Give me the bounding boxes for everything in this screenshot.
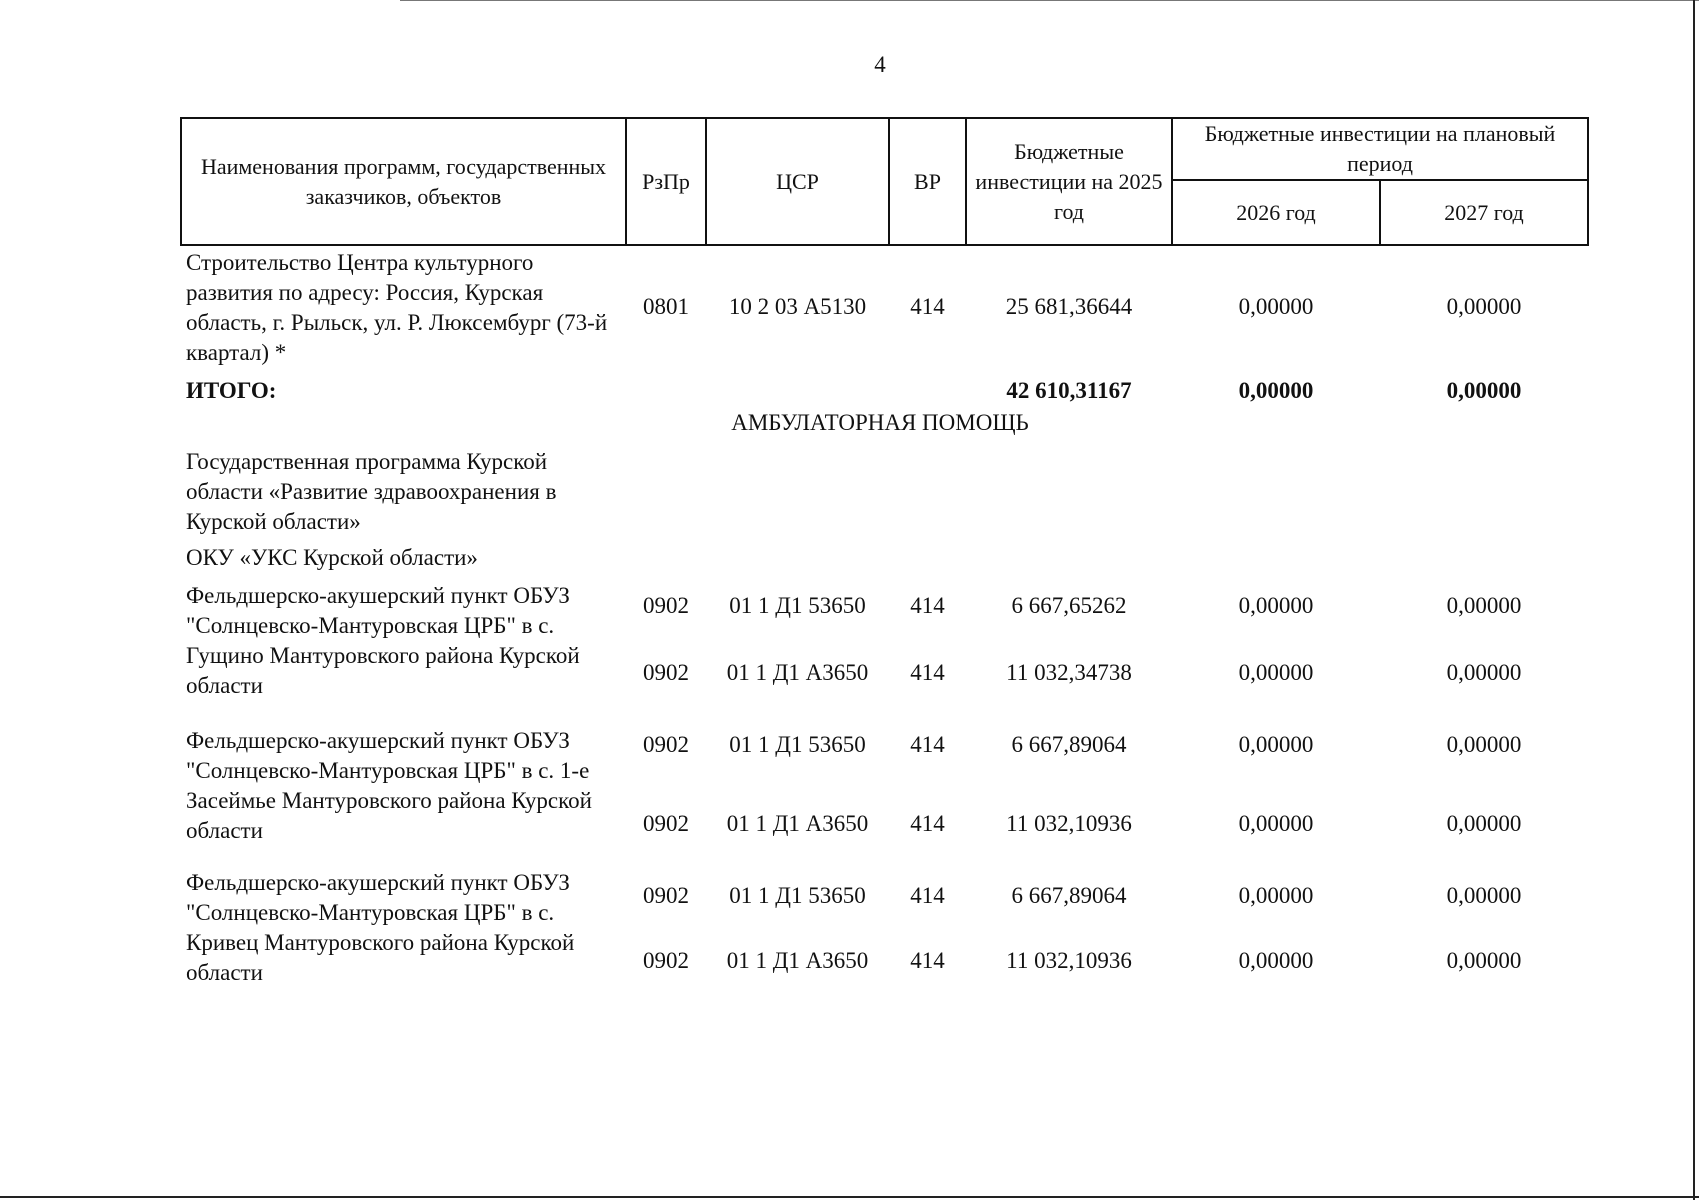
object-3-row-1-rzpr: 0902 [643,883,689,908]
total-2027: 0,00000 [1446,378,1522,403]
object-1-row-1-csr: 01 1 Д1 53650 [729,593,866,618]
object-1-name: Фельдшерско-акушерский пункт ОБУЗ "Солнцевско-Мантуровская ЦРБ" в с. Гущино Мантуровского района Курской области [186,583,580,698]
object-3-row-2-csr: 01 1 Д1 А3650 [726,948,869,973]
object-3-row-2-vr: 414 [910,948,945,973]
object-2-row-2-vr: 414 [910,811,945,836]
object-1-row-2-csr: 01 1 Д1 А3650 [726,660,869,685]
header-name: Наименования программ, государственных заказчиков, объектов [181,118,626,245]
header-vr: ВР [889,118,966,245]
object-3-row-1-csr: 01 1 Д1 53650 [729,883,866,908]
total-2026: 0,00000 [1238,378,1314,403]
object-3-row-1-2025: 6 667,89064 [1011,883,1127,908]
object-2-row-2-2027: 0,00000 [1446,811,1522,836]
header-rzpr: РзПр [626,118,706,245]
object-2-name: Фельдшерско-акушерский пункт ОБУЗ "Солнцевско-Мантуровская ЦРБ" в с. 1-е Засеймье Мантуровского района Курской области [186,728,592,843]
object-1-row-1-rzpr: 0902 [643,593,689,618]
object-3-row-1-vr: 414 [910,883,945,908]
page-edge-right [1693,0,1695,1200]
object-1-row-1-2027: 0,00000 [1446,593,1522,618]
header-csr: ЦСР [706,118,889,245]
object-2-row-2-2026: 0,00000 [1238,811,1314,836]
object-3-row-1-2027: 0,00000 [1446,883,1522,908]
customer-name: ОКУ «УКС Курской области» [186,545,478,570]
section-title: АМБУЛАТОРНАЯ ПОМОЩЬ [731,410,1029,435]
object-1-row-2-vr: 414 [910,660,945,685]
construction-2025: 25 681,36644 [1005,294,1133,319]
object-2-row-1-csr: 01 1 Д1 53650 [729,732,866,757]
object-2-row-2-csr: 01 1 Д1 А3650 [726,811,869,836]
object-1-row-2-2025: 11 032,34738 [1006,660,1132,685]
object-2-row-2-2025: 11 032,10936 [1006,811,1132,836]
object-1-row-2-rzpr: 0902 [643,660,689,685]
object-2-row-1-rzpr: 0902 [643,732,689,757]
page-edge-top [400,0,1699,1]
object-2-row-1-2026: 0,00000 [1238,732,1314,757]
object-2-row-1-2025: 6 667,89064 [1011,732,1127,757]
object-1-row-1-vr: 414 [910,593,945,618]
page-number: 4 [874,52,886,77]
construction-vr: 414 [910,294,945,319]
construction-2027: 0,00000 [1446,294,1522,319]
construction-rzpr: 0801 [643,294,689,319]
object-1-row-1-2026: 0,00000 [1238,593,1314,618]
page-edge-bottom [0,1196,1699,1198]
object-3-row-2-2026: 0,00000 [1238,948,1314,973]
construction-2026: 0,00000 [1238,294,1314,319]
object-3-name: Фельдшерско-акушерский пункт ОБУЗ "Солнцевско-Мантуровская ЦРБ" в с. Кривец Мантуровского района Курской области [186,870,575,985]
object-2-row-1-vr: 414 [910,732,945,757]
total-label: ИТОГО: [186,378,277,403]
header-investments-2025: Бюджетные инвестиции на 2025 год [966,118,1172,245]
object-3-row-2-2027: 0,00000 [1446,948,1522,973]
header-year-2027: 2027 год [1380,180,1588,245]
construction-name: Строительство Центра культурного развития по адресу: Россия, Курская область, г. Рыльск, ул. Р. Люксембург (73-й квартал) * [186,250,608,365]
table-header [180,117,1589,246]
object-3-row-1-2026: 0,00000 [1238,883,1314,908]
object-2-row-1-2027: 0,00000 [1446,732,1522,757]
total-2025: 42 610,31167 [1006,378,1132,403]
object-1-row-2-2027: 0,00000 [1446,660,1522,685]
header-year-2026: 2026 год [1172,180,1380,245]
program-name: Государственная программа Курской области «Развитие здравоохранения в Курской области» [186,449,557,534]
header-planned-period: Бюджетные инвестиции на плановый период [1172,118,1588,180]
object-3-row-2-rzpr: 0902 [643,948,689,973]
object-2-row-2-rzpr: 0902 [643,811,689,836]
object-1-row-1-2025: 6 667,65262 [1011,593,1127,618]
object-1-row-2-2026: 0,00000 [1238,660,1314,685]
construction-csr: 10 2 03 А5130 [728,294,867,319]
object-3-row-2-2025: 11 032,10936 [1006,948,1132,973]
